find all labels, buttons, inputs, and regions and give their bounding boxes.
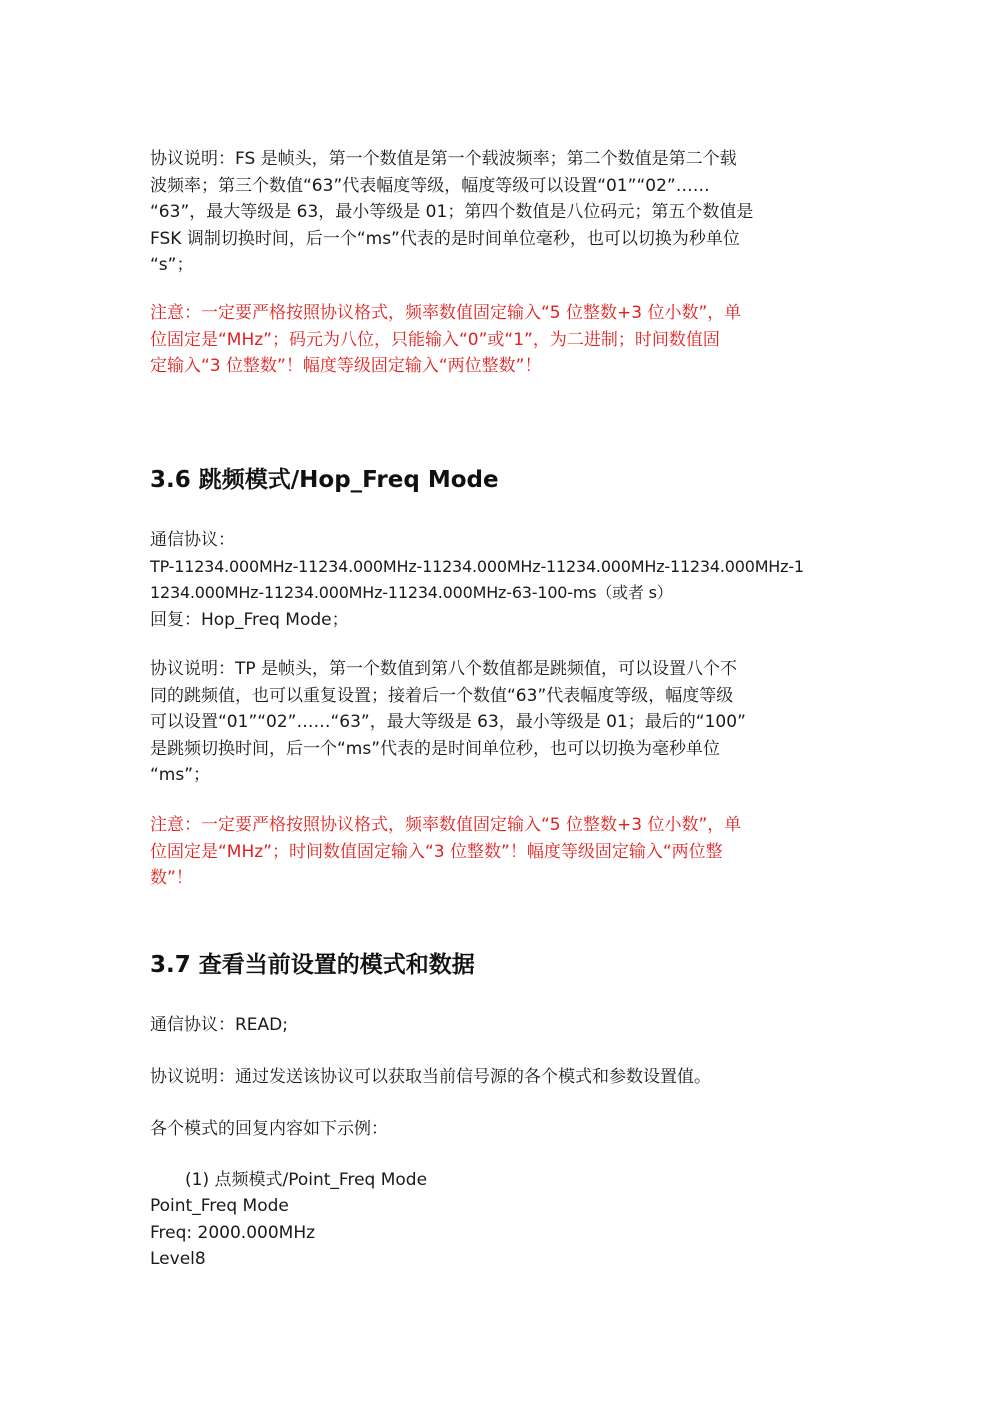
text-line: “ms”； (150, 765, 211, 785)
warning-line: 定输入“3 位整数”！幅度等级固定输入“两位整数”！ (150, 356, 542, 376)
text-line: FSK 调制切换时间，后一个“ms”代表的是时间单位毫秒，也可以切换为秒单位 (150, 228, 740, 249)
warning-line: 注意：一定要严格按照协议格式，频率数值固定输入“5 位整数+3 位小数”，单 (150, 815, 742, 835)
list-item-title: (1) 点频模式/Point_Freq Mode (185, 1170, 428, 1190)
protocol-command-line: 1234.000MHz-11234.000MHz-11234.000MHz-63-100-ms（或者 s） (150, 583, 673, 602)
warning-line: 位固定是“MHz”；时间数值固定输入“3 位整数”！幅度等级固定输入“两位整 (150, 841, 723, 862)
warning-line: 位固定是“MHz”；码元为八位，只能输入“0”或“1”，为二进制；时间数值固 (150, 329, 720, 350)
example-item-title (185, 1167, 785, 1194)
protocol-label: 通信协议： (150, 530, 235, 550)
text-line: 协议说明：通过发送该协议可以获取当前信号源的各个模式和参数设置值。 (150, 1067, 711, 1087)
text-line: 可以设置“01”“02”……“63”，最大等级是 63，最小等级是 01；最后的“100” (150, 712, 746, 732)
warning-line: 数”！ (150, 868, 193, 888)
protocol-reply: 回复：Hop_Freq Mode； (150, 609, 349, 630)
text-line: 协议说明：FS 是帧头，第一个数值是第一个载波频率；第二个数值是第二个载 (150, 149, 737, 169)
text-line: 协议说明：TP 是帧头，第一个数值到第八个数值都是跳频值，可以设置八个不 (150, 659, 738, 679)
hop-protocol-description (150, 656, 842, 789)
read-description (150, 1064, 842, 1091)
example-line: Freq: 2000.000MHz (150, 1222, 316, 1243)
example-line: Point_Freq Mode (150, 1196, 289, 1216)
examples-intro (150, 1116, 842, 1143)
section-heading-3-6: 3.6 跳频模式/Hop_Freq Mode (150, 467, 499, 493)
protocol-label: 通信协议：READ; (150, 1015, 289, 1035)
example-line: Level8 (150, 1249, 206, 1269)
text-line: “s”； (150, 255, 194, 275)
text-line: 是跳频切换时间，后一个“ms”代表的是时间单位秒，也可以切换为毫秒单位 (150, 738, 721, 759)
text-line: 同的跳频值，也可以重复设置；接着后一个数值“63”代表幅度等级，幅度等级 (150, 685, 734, 706)
text-line: “63”，最大等级是 63，最小等级是 01；第四个数值是八位码元；第五个数值是 (150, 202, 754, 222)
fs-warning-note (150, 300, 842, 380)
warning-line: 注意：一定要严格按照协议格式，频率数值固定输入“5 位整数+3 位小数”，单 (150, 303, 742, 323)
section-heading-3-7: 3.7 查看当前设置的模式和数据 (150, 952, 475, 978)
text-line: 各个模式的回复内容如下示例： (150, 1119, 388, 1139)
fs-protocol-description (150, 146, 842, 279)
read-protocol (150, 1012, 842, 1039)
example-item-lines (150, 1193, 842, 1273)
hop-warning-note (150, 812, 842, 892)
hop-protocol-block (150, 527, 842, 633)
protocol-command-line: TP-11234.000MHz-11234.000MHz-11234.000MHz-11234.000MHz-11234.000MHz-1 (150, 556, 804, 576)
text-line: 波频率；第三个数值“63”代表幅度等级，幅度等级可以设置“01”“02”…… (150, 175, 710, 196)
